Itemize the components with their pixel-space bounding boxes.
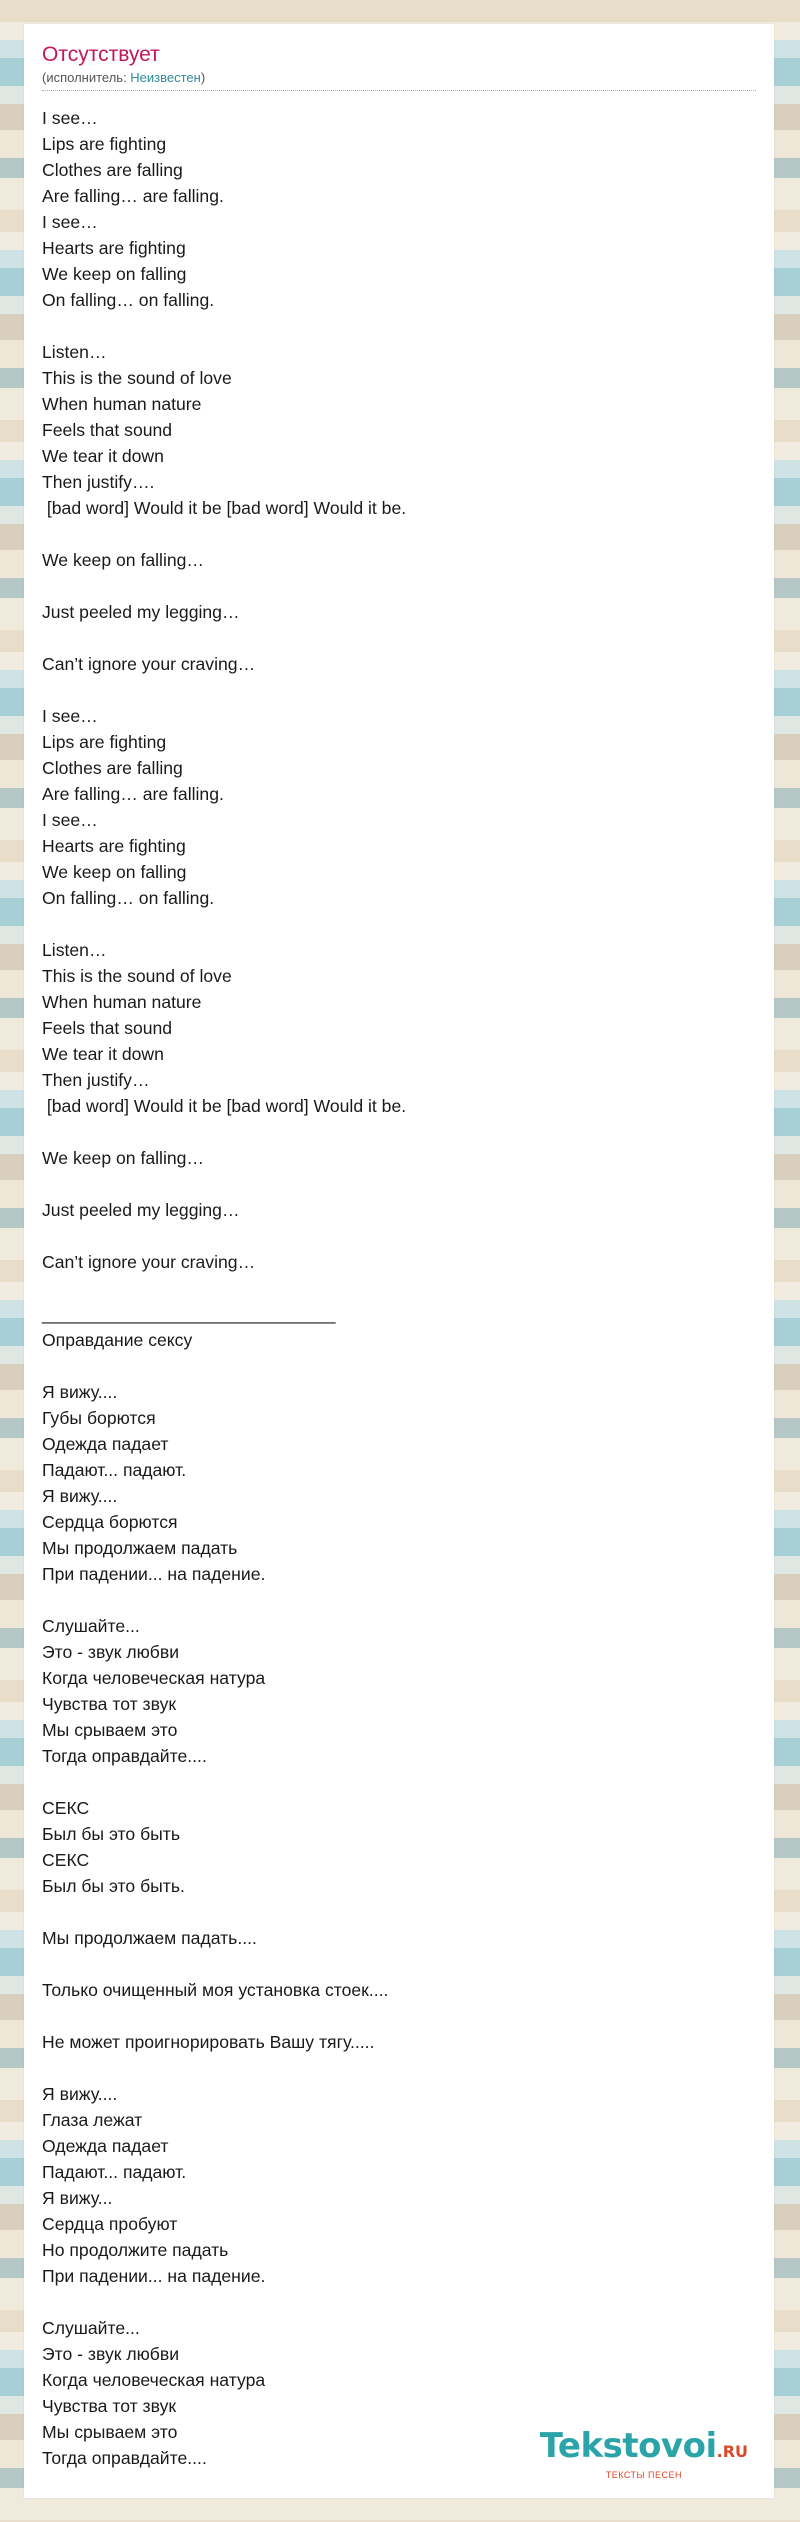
lyric-line (42, 1119, 756, 1145)
lyric-line: ______________________________ (42, 1304, 336, 1324)
site-logo[interactable] (540, 2428, 748, 2480)
lyric-line: Когда человеческая натура (42, 2370, 266, 2390)
lyric-line: This is the sound of love (42, 368, 232, 388)
lyric-line: Сердца борются (42, 1512, 178, 1532)
lyric-line: Мы срываем это (42, 1720, 178, 1740)
lyric-line: Then justify… (42, 1070, 150, 1090)
lyric-line (42, 677, 756, 703)
lyric-line: Я вижу.... (42, 1382, 118, 1402)
lyric-line (42, 1899, 756, 1925)
lyric-line: I see… (42, 706, 98, 726)
lyric-line: СЕКС (42, 1850, 90, 1870)
lyric-line: Одежда падает (42, 2136, 169, 2156)
lyric-line: Then justify…. (42, 472, 155, 492)
lyric-line: Feels that sound (42, 1018, 173, 1038)
lyric-line: Are falling… are falling. (42, 784, 224, 804)
lyric-line: Мы срываем это (42, 2422, 178, 2442)
lyric-line (42, 1171, 756, 1197)
lyric-line: Lips are fighting (42, 134, 167, 154)
lyric-line: Падают... падают. (42, 1460, 187, 1480)
lyric-line: Listen… (42, 342, 107, 362)
lyric-line: При падении... на падение. (42, 2266, 266, 2286)
lyric-line: Слушайте... (42, 2318, 140, 2338)
lyric-line: Clothes are falling (42, 160, 183, 180)
lyric-line: Hearts are fighting (42, 836, 186, 856)
logo-tagline: ТЕКСТЫ ПЕСЕН (605, 2470, 683, 2480)
lyric-line: Clothes are falling (42, 758, 183, 778)
lyric-line: This is the sound of love (42, 966, 232, 986)
lyric-line: Я вижу... (42, 2188, 113, 2208)
artist-suffix: ) (200, 70, 206, 85)
lyric-line: On falling… on falling. (42, 290, 215, 310)
lyric-line (42, 1223, 756, 1249)
artist-prefix: (исполнитель: (42, 70, 131, 85)
artist-line (42, 70, 756, 86)
lyric-line: Just peeled my legging… (42, 602, 240, 622)
lyric-line (42, 1951, 756, 1977)
lyric-line: Мы продолжаем падать (42, 1538, 238, 1558)
lyric-line: Тогда оправдайте.... (42, 2448, 207, 2468)
lyric-line: Слушайте... (42, 1616, 140, 1636)
lyric-line (42, 1769, 756, 1795)
logo-tld: .RU (716, 2442, 748, 2461)
lyric-line: Are falling… are falling. (42, 186, 224, 206)
lyric-line (42, 313, 756, 339)
lyric-line: I see… (42, 810, 98, 830)
lyric-line: При падении... на падение. (42, 1564, 266, 1584)
lyric-line: On falling… on falling. (42, 888, 215, 908)
lyric-line: I see… (42, 108, 98, 128)
lyric-line (42, 521, 756, 547)
lyrics-text (42, 105, 756, 2471)
lyric-line: СЕКС (42, 1798, 90, 1818)
lyric-line: We tear it down (42, 446, 164, 466)
lyric-line: Это - звук любви (42, 1642, 180, 1662)
lyric-line: Feels that sound (42, 420, 173, 440)
lyric-line: Тогда оправдайте.... (42, 1746, 207, 1766)
lyric-line: Hearts are fighting (42, 238, 186, 258)
lyric-line: Одежда падает (42, 1434, 169, 1454)
lyric-line: I see… (42, 212, 98, 232)
logo-wordmark (540, 2428, 748, 2470)
lyric-line: Был бы это быть. (42, 1876, 185, 1896)
lyric-line: Губы борются (42, 1408, 156, 1428)
lyric-line: [bad word] Would it be [bad word] Would it be. (42, 1096, 407, 1116)
lyric-line (42, 2003, 756, 2029)
lyric-line: Я вижу.... (42, 2084, 118, 2104)
lyric-line (42, 2055, 756, 2081)
lyric-line: Сердца пробуют (42, 2214, 178, 2234)
lyric-line (42, 2289, 756, 2315)
lyric-line (42, 1587, 756, 1613)
artist-link[interactable]: Неизвестен (130, 70, 201, 85)
lyric-line: Lips are fighting (42, 732, 167, 752)
lyric-line: Can’t ignore your craving… (42, 654, 256, 674)
lyric-line: Когда человеческая натура (42, 1668, 266, 1688)
lyric-line (42, 1275, 756, 1301)
lyric-line: Только очищенный моя установка стоек.... (42, 1980, 389, 2000)
lyric-line: Я вижу.... (42, 1486, 118, 1506)
lyric-line (42, 1353, 756, 1379)
lyrics-card (24, 24, 774, 2498)
header-divider (42, 90, 756, 91)
lyric-line (42, 911, 756, 937)
lyric-line: We keep on falling (42, 264, 187, 284)
lyric-line: Чувства тот звук (42, 1694, 177, 1714)
lyric-line: We keep on falling (42, 862, 187, 882)
lyric-line (42, 573, 756, 599)
lyric-line: Не может проигнорировать Вашу тягу..... (42, 2032, 375, 2052)
song-header (42, 42, 756, 91)
lyric-line: Can’t ignore your craving… (42, 1252, 256, 1272)
lyric-line: Чувства тот звук (42, 2396, 177, 2416)
lyric-line: Падают... падают. (42, 2162, 187, 2182)
lyric-line: Был бы это быть (42, 1824, 181, 1844)
lyric-line: We keep on falling… (42, 550, 205, 570)
lyric-line: When human nature (42, 992, 202, 1012)
lyric-line: Это - звук любви (42, 2344, 180, 2364)
lyric-line: Но продолжите падать (42, 2240, 229, 2260)
lyric-line: Just peeled my legging… (42, 1200, 240, 1220)
lyric-line: [bad word] Would it be [bad word] Would it be. (42, 498, 407, 518)
lyric-line: When human nature (42, 394, 202, 414)
song-title: Отсутствует (42, 43, 160, 66)
lyric-line: We keep on falling… (42, 1148, 205, 1168)
lyric-line (42, 625, 756, 651)
lyric-line: Listen… (42, 940, 107, 960)
lyric-line: Глаза лежат (42, 2110, 143, 2130)
lyric-line: Оправдание сексу (42, 1330, 193, 1350)
logo-main-text: Tekstovoi (539, 2426, 717, 2466)
lyric-line: We tear it down (42, 1044, 164, 1064)
lyric-line: Мы продолжаем падать.... (42, 1928, 257, 1948)
